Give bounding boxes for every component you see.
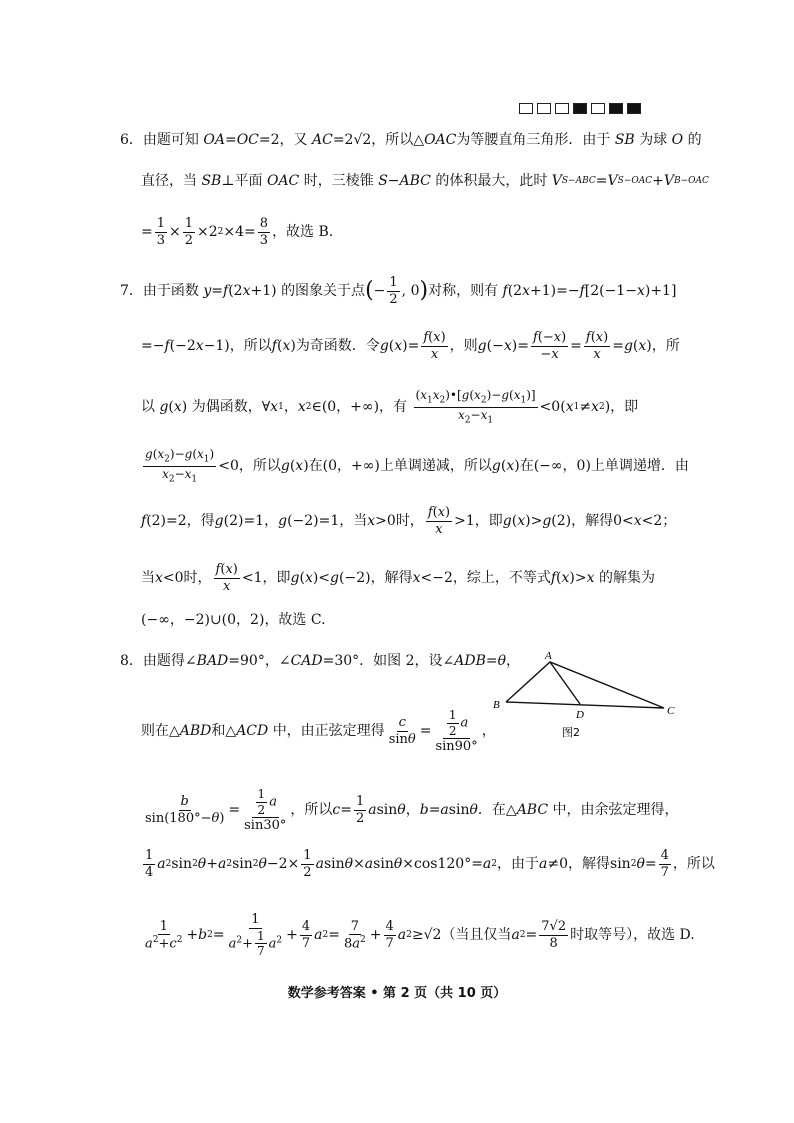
label-c: C	[667, 705, 675, 717]
q8-line-5: $\frac{1}{a^2+c^2}$ + b 2 = 1 $a^2+$ $\frac{1}{7}$ $a^2$ + $\frac{4}{7}$ a 2 = $\frac{7}{8a^2}$ + $\frac{4}{7}$ a 2 ≥√2 （当且仅当 a 2 = $\frac{7√2}{8}$ 时取等号），故选 D.	[145, 912, 695, 959]
square-empty	[555, 103, 569, 114]
q6-line-1: 6． 由题可知 OA = OC =2 ，又 AC =2√2 ，所以△ OAC 为等腰直角三角形．由于 SB 为球 O 的	[120, 132, 702, 148]
q7-line-4: $\frac{g(x_2)-g(x_1)}{x_2-x_1}$ <0 ，所以 g ( x )在(0，+∞) 上单调递减，所以 g ( x )在(−∞，0) 上单调递增．由	[145, 447, 689, 485]
square-empty	[537, 103, 551, 114]
q6-line-3: = $\frac{1}{3}$ × $\frac{1}{2}$ ×2 2 ×4= $\frac{8}{3}$ ，故选 B.	[141, 216, 334, 248]
label-d: D	[576, 709, 584, 721]
q7-line-6: 当 x <0 时， $\frac{f(x)}{x}$ <1 ，即 g ( x )< g (−2) ，解得 x <−2 ，综上，不等式 f ( x )> x 的解集为	[141, 562, 655, 594]
q8-line-4: $\frac{1}{4}$ a 2 sin 2 θ + a 2 sin 2 θ −2× $\frac{1}{2}$ a sin θ × a sin θ ×cos120°= a 2 ，由于 a ≠0 ，解得 sin 2 θ = $\frac{4}{7}$ ，所以	[145, 848, 715, 880]
square-filled	[627, 103, 641, 114]
q8-line-3: $\frac{b}{\sin(180^\circ-\theta)}$ = $\frac{1}{2}$ a sin30° ，所以 c = $\frac{1}{2}$ a sin θ ， b = a sin θ ．在△ ABC 中，由余弦定理得，	[145, 787, 679, 834]
q7-line-7: (−∞，−2)∪(0，2) ，故选 C.	[141, 612, 326, 628]
q7-line-2: =− f (−2 x −1) ，所以 f ( x ) 为奇函数．令 g ( x )= $\frac{f(x)}{x}$ ，则 g (− x )= $\frac{f(-x)}{-x}$ = $\frac{f(x)}{x}$ = g ( x ) ，所	[141, 330, 680, 362]
header-progress-squares	[519, 103, 641, 114]
q7-line-3: 以 g ( x ) 为偶函数， ∀ x 1 ， x 2 ∈(0，+∞) ，有 $\frac{(x_1x_2)•[g(x_2)-g(x_1)]}{x_2-x_1}$ <0( x 1 ≠ x 2 ) ，即	[141, 388, 639, 426]
q7-line-5: f (2)=2 ，得 g (2)=1， g (−2)=1 ，当 x >0 时， $\frac{f(x)}{x}$ >1 ，即 g ( x )> g (2) ，解得 0< x <2；	[141, 505, 677, 537]
triangle-abc	[506, 662, 664, 708]
q7-line-1: 7． 由于函数 y = f (2 x +1) 的图象关于点 ( − $\frac{1}{2}$ , 0 ) 对称，则有 f (2 x +1)=− f [2(−1− x )+1]	[120, 275, 677, 307]
q8-line-2: 则在△ ABD 和△ ACD 中，由正弦定理得 $\frac{c}{\sin\theta}$ = $\frac{1}{2}$ a sin90° ，	[141, 708, 496, 755]
page-footer: 数学参考答案 • 第 2 页（共 10 页）	[287, 986, 507, 1001]
figure-caption: 图2	[562, 726, 580, 739]
triangle-figure	[488, 650, 688, 746]
label-b: B	[493, 699, 500, 711]
q6-line-2: 直径，当 SB ⊥ 平面 OAC 时，三棱锥 S − ABC 的体积最大，此时 V S−ABC = V S−OAC + V B−OAC	[141, 173, 709, 189]
q8-line-1: 8． 由题得 ∠ BAD =90° ， ∠ CAD =30° ．如图 2，设 ∠ ADB = θ ，	[120, 653, 521, 669]
square-filled	[609, 103, 623, 114]
square-empty	[591, 103, 605, 114]
square-empty	[519, 103, 533, 114]
square-filled	[573, 103, 587, 114]
label-a: A	[545, 650, 552, 662]
